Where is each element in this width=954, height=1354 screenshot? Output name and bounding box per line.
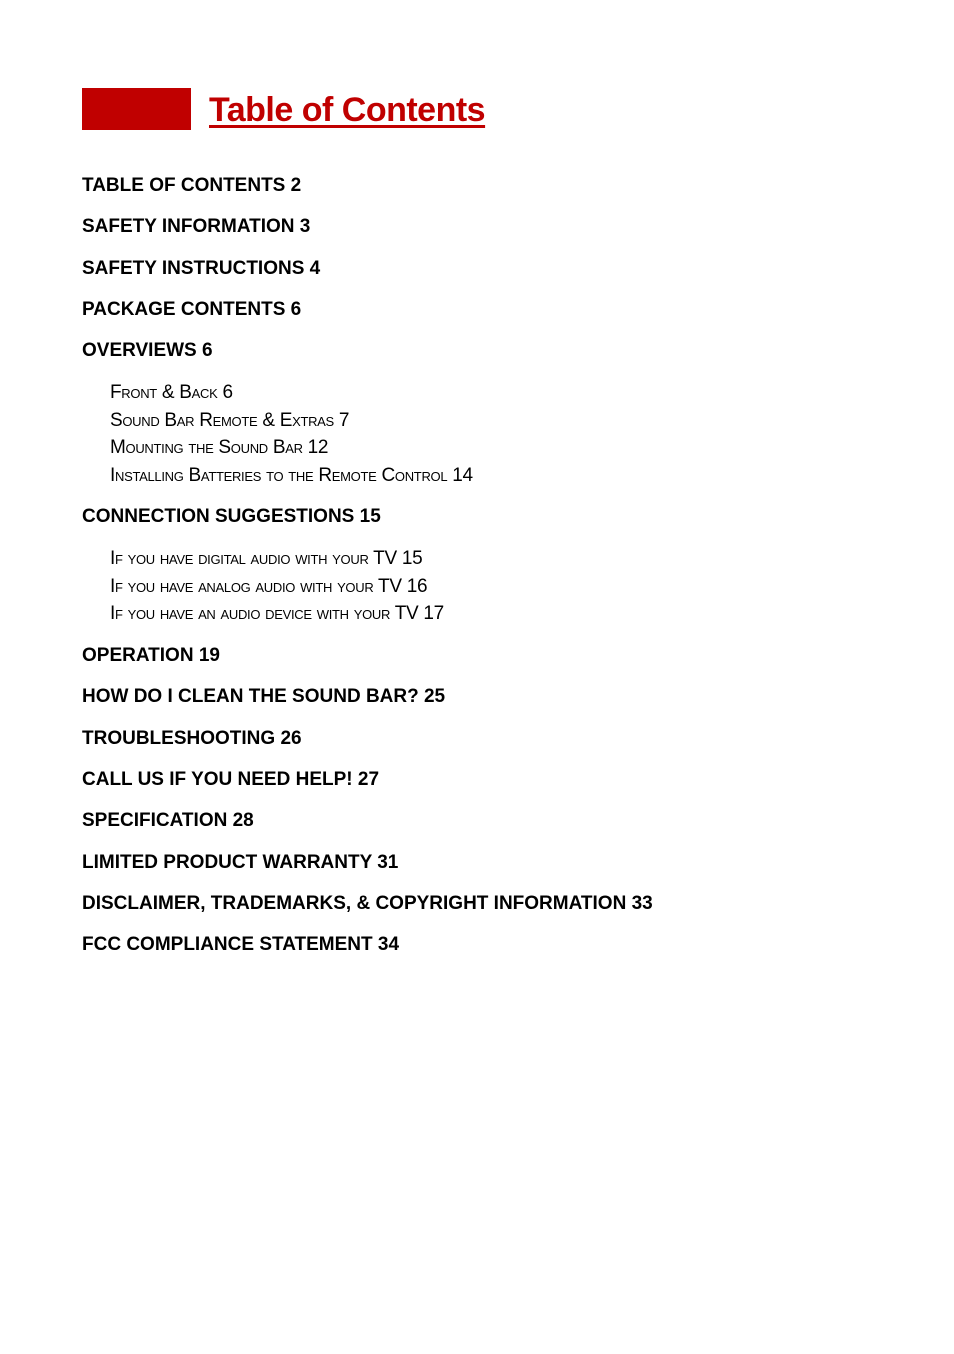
toc-entry-fcc[interactable]: FCC COMPLIANCE STATEMENT 34: [82, 934, 400, 955]
toc-entry-package-contents[interactable]: PACKAGE CONTENTS 6: [82, 299, 302, 320]
toc-entry-table-of-contents[interactable]: TABLE OF CONTENTS 2: [82, 175, 302, 196]
toc-entry-connection-suggestions[interactable]: CONNECTION SUGGESTIONS 15: [82, 506, 381, 527]
toc-subentry-analog-audio[interactable]: If you have analog audio with your TV 16: [110, 576, 428, 597]
toc-entry-safety-instructions[interactable]: SAFETY INSTRUCTIONS 4: [82, 258, 321, 279]
toc-subentry-installing-batteries[interactable]: Installing Batteries to the Remote Control 14: [110, 465, 473, 486]
toc-entry-operation[interactable]: OPERATION 19: [82, 645, 220, 666]
toc-entry-troubleshooting[interactable]: TROUBLESHOOTING 26: [82, 728, 302, 749]
toc-entry-disclaimer[interactable]: DISCLAIMER, TRADEMARKS, & COPYRIGHT INFORMATION 33: [82, 893, 653, 914]
toc-entry-overviews[interactable]: OVERVIEWS 6: [82, 340, 213, 361]
toc-subentry-audio-device[interactable]: If you have an audio device with your TV 17: [110, 603, 444, 624]
toc-entry-call-us[interactable]: CALL US IF YOU NEED HELP! 27: [82, 769, 380, 790]
toc-subentry-mounting[interactable]: Mounting the Sound Bar 12: [110, 437, 329, 458]
toc-entry-safety-information[interactable]: SAFETY INFORMATION 3: [82, 216, 311, 237]
toc-subentry-front-back[interactable]: Front & Back 6: [110, 382, 233, 403]
title-accent-bar: [82, 88, 191, 130]
page-title: Table of Contents: [209, 91, 486, 129]
toc-subentry-digital-audio[interactable]: If you have digital audio with your TV 15: [110, 548, 423, 569]
toc-entry-warranty[interactable]: LIMITED PRODUCT WARRANTY 31: [82, 852, 399, 873]
toc-entry-clean[interactable]: HOW DO I CLEAN THE SOUND BAR? 25: [82, 686, 446, 707]
toc-subentry-remote-extras[interactable]: Sound Bar Remote & Extras 7: [110, 410, 350, 431]
toc-entry-specification[interactable]: SPECIFICATION 28: [82, 810, 254, 831]
